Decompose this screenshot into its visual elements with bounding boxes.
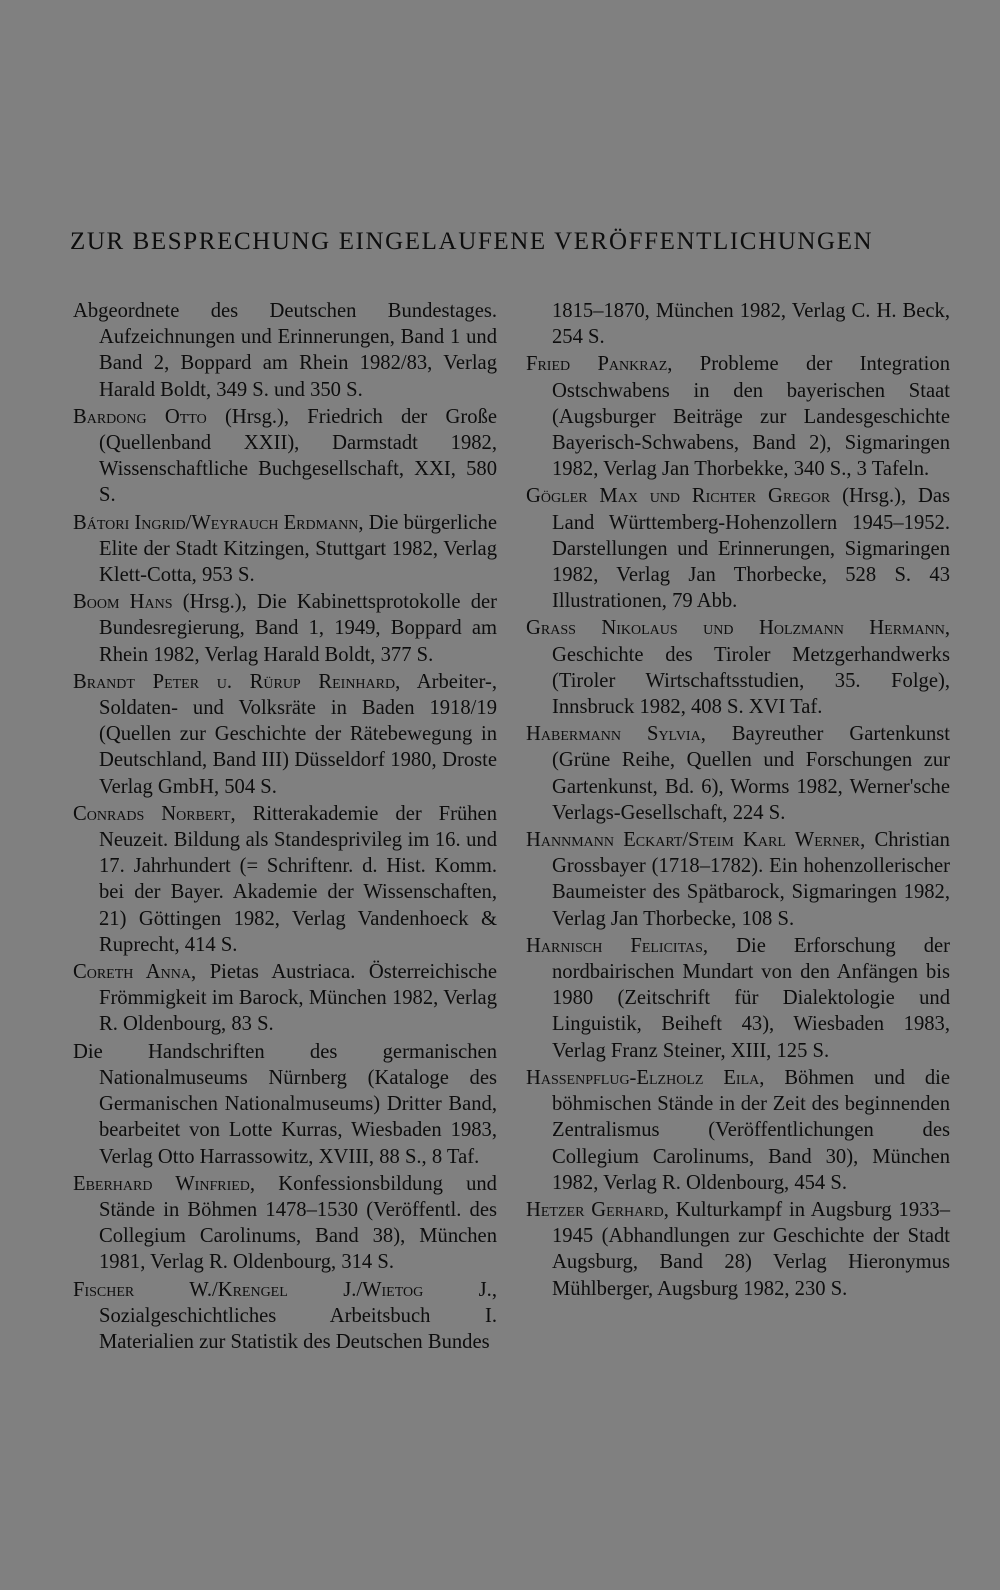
- entry-author: Habermann Sylvia: [526, 723, 701, 746]
- bibliography-entry: [526, 1197, 950, 1302]
- entry-text: , Arbeiter-, Soldaten- und Volksräte in Baden 1918/19 (Quellen zur Geschichte der Rätebewegung in Deutschland, Band III) Düsseldorf 1980, Droste Verlag GmbH, 504 S.: [99, 670, 497, 798]
- entry-text: , Ritterakademie der Frühen Neuzeit. Bildung als Standesprivileg im 16. und 17. Jahrhundert (= Schriftenr. d. Hist. Komm. bei der Bayer. Akademie der Wissenschaften, 21) Göttingen 1982, Verlag Vandenhoeck & Ruprecht, 414 S.: [99, 802, 497, 956]
- entry-author: Eberhard Winfried: [73, 1172, 250, 1195]
- entry-author: Brandt Peter u. Rürup Reinhard: [73, 670, 396, 693]
- bibliography-entry: [73, 959, 497, 1038]
- entry-text: , Sozialgeschichtliches Arbeitsbuch I. Materialien zur Statistik des Deutschen Bundes: [99, 1278, 497, 1353]
- bibliography-entry: [73, 404, 497, 509]
- bibliography-entry: [73, 1039, 497, 1170]
- bibliography-entry: [526, 351, 950, 482]
- bibliography-entry: [526, 1065, 950, 1196]
- entry-text: , Christian Grossbayer (1718–1782). Ein hohenzollerischer Baumeister des Spätbarock, Sigmaringen 1982, Verlag Jan Thorbecke, 108 S.: [552, 829, 950, 930]
- right-column: [526, 298, 950, 1303]
- bibliography-entry: [73, 1171, 497, 1276]
- entry-text: , Die Erforschung der nordbairischen Mundart von den Anfängen bis 1980 (Zeitschrift für Dialektologie und Linguistik, Beiheft 43), Wiesbaden 1983, Verlag Franz Steiner, XIII, 125 S.: [552, 934, 950, 1062]
- bibliography-entry: [73, 589, 497, 668]
- entry-author: Conrads Norbert: [73, 802, 231, 825]
- entry-text: , Probleme der Integration Ostschwabens in den bayerischen Staat (Augsburger Beiträge zur Landesgeschichte Bayerisch-Schwabens, Band 2), Sigmaringen 1982, Verlag Jan Thorbekke, 340 S., 3 Tafeln.: [552, 353, 950, 481]
- entry-text: Abgeordnete des Deutschen Bundestages. Aufzeichnungen und Erinnerungen, Band 1 und Band 2, Boppard am Rhein 1982/83, Verlag Harald Boldt, 349 S. und 350 S.: [73, 300, 497, 401]
- entry-author: Grass Nikolaus und Holzmann Hermann: [526, 617, 945, 640]
- entry-text: Die Handschriften des germanischen Nationalmuseums Nürnberg (Kataloge des Germanischen Nationalmuseums) Dritter Band, bearbeitet von Lotte Kurras, Wiesbaden 1983, Verlag Otto Harrassowitz, XVIII, 88 S., 8 Taf.: [73, 1040, 497, 1168]
- entry-author: Hannmann Eckart/Steim Karl Werner: [526, 829, 861, 852]
- bibliography-entry: [526, 933, 950, 1064]
- entry-author: Bátori Ingrid/Weyrauch Erdmann: [73, 511, 359, 534]
- bibliography-entry: [73, 1277, 497, 1356]
- entry-text: , Böhmen und die böhmischen Stände in der Zeit des beginnenden Zentralismus (Veröffentlichungen des Collegium Carolinums, Band 30), München 1982, Verlag R. Oldenbourg, 454 S.: [552, 1066, 950, 1194]
- entry-author: Hetzer Gerhard: [526, 1198, 664, 1221]
- entry-text: (Hrsg.), Friedrich der Große (Quellenband XXII), Darmstadt 1982, Wissenschaftliche Buchgesellschaft, XXI, 580 S.: [99, 405, 498, 507]
- entry-text: , Geschichte des Tiroler Metzgerhandwerks (Tiroler Wirtschaftsstudien, 35. Folge), Innsbruck 1982, 408 S. XVI Taf.: [552, 617, 950, 719]
- bibliography-entry: [526, 615, 950, 720]
- entry-author: Bardong Otto: [73, 405, 207, 428]
- bibliography-entry: [526, 721, 950, 826]
- bibliography-entry: [73, 801, 497, 958]
- bibliography-entry: [526, 827, 950, 932]
- entry-text: , Die bürgerliche Elite der Stadt Kitzingen, Stuttgart 1982, Verlag Klett-Cotta, 953 S.: [99, 511, 497, 587]
- entry-text: 1815–1870, München 1982, Verlag C. H. Beck, 254 S.: [552, 300, 950, 349]
- entry-text: , Kulturkampf in Augsburg 1933–1945 (Abhandlungen zur Geschichte der Stadt Augsburg, Band 28) Verlag Hieronymus Mühlberger, Augsburg 1982, 230 S.: [552, 1198, 951, 1300]
- entry-text: (Hrsg.), Das Land Württemberg-Hohenzollern 1945–1952. Darstellungen und Erinnerungen, Sigmaringen 1982, Verlag Jan Thorbecke, 528 S. 43 Illustrationen, 79 Abb.: [552, 485, 950, 613]
- entry-author: Gögler Max und Richter Gregor: [526, 485, 831, 508]
- entry-text: , Konfessionsbildung und Stände in Böhmen 1478–1530 (Veröffentl. des Collegium Carolinums, Band 38), München 1981, Verlag R. Oldenbourg, 314 S.: [99, 1172, 497, 1274]
- entry-text: (Hrsg.), Die Kabinettsprotokolle der Bundesregierung, Band 1, 1949, Boppard am Rhein 1982, Verlag Harald Boldt, 377 S.: [99, 591, 497, 666]
- left-column: [73, 298, 497, 1356]
- entry-author: Fischer W./Krengel J./Wietog J.: [73, 1278, 492, 1301]
- entry-text: , Pietas Austriaca. Österreichische Frömmigkeit im Barock, München 1982, Verlag R. Oldenbourg, 83 S.: [99, 961, 497, 1036]
- bibliography-entry: [73, 510, 497, 589]
- entry-text: , Bayreuther Gartenkunst (Grüne Reihe, Quellen und Forschungen zur Gartenkunst, Bd. 6), Worms 1982, Werner'sche Verlags-Gesellschaft, 224 S.: [552, 723, 950, 824]
- entry-author: Harnisch Felicitas: [526, 934, 703, 957]
- bibliography-entry: [73, 669, 497, 800]
- bibliography-entry: [73, 298, 497, 403]
- entry-author: Fried Pankraz: [526, 353, 668, 376]
- entry-author: Boom Hans: [73, 591, 173, 614]
- entry-author: Coreth Anna: [73, 961, 192, 984]
- page-heading: ZUR BESPRECHUNG EINGELAUFENE VERÖFFENTLICHUNGEN: [70, 228, 874, 255]
- bibliography-entry: [526, 298, 950, 350]
- entry-author: Hassenpflug-Elzholz Eila: [526, 1066, 760, 1089]
- bibliography-entry: [526, 483, 950, 614]
